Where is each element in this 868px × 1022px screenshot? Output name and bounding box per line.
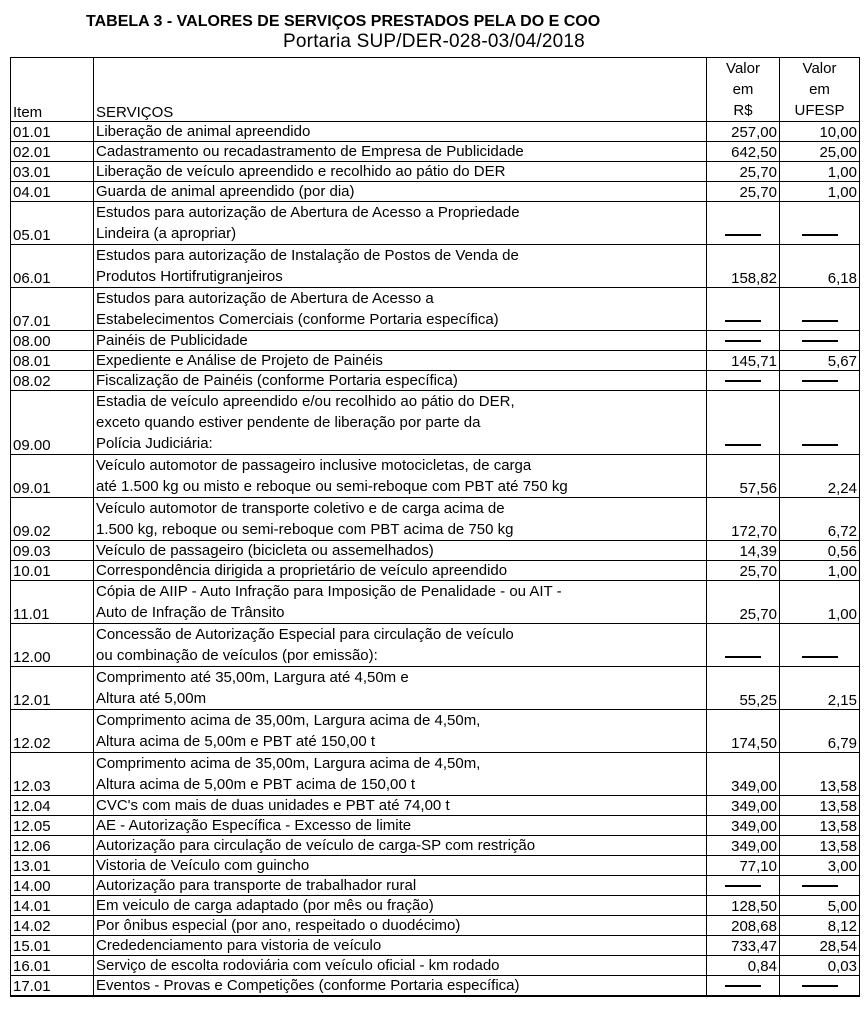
- row-item-code: 09.01: [11, 455, 94, 498]
- table-row: [11, 856, 860, 876]
- table-row: [11, 498, 860, 541]
- service-line: Polícia Judiciária:: [96, 435, 213, 452]
- table-row: [11, 371, 860, 391]
- service-line: Veículo automotor de transporte coletivo e de carga acima de: [96, 500, 505, 517]
- row-value-rs: 349,00: [707, 836, 780, 856]
- table-row: [11, 202, 860, 245]
- header-value-rs: [707, 58, 780, 122]
- table-row: [11, 581, 860, 624]
- row-item-code: 12.00: [11, 624, 94, 667]
- row-value-rs: 57,56: [707, 455, 780, 498]
- row-item-code: 12.02: [11, 710, 94, 753]
- row-value-ufesp: 13,58: [780, 796, 860, 816]
- row-value-ufesp-dash: [780, 876, 860, 896]
- table-row: [11, 956, 860, 976]
- row-item-code: 12.01: [11, 667, 94, 710]
- row-value-rs: 25,70: [707, 581, 780, 624]
- row-value-rs-dash: [707, 202, 780, 245]
- row-service-description: [94, 896, 707, 916]
- row-value-rs: 128,50: [707, 896, 780, 916]
- row-service-description: [94, 624, 707, 667]
- table-row: [11, 541, 860, 561]
- row-service-description: [94, 245, 707, 288]
- row-item-code: 09.00: [11, 391, 94, 455]
- row-service-description: [94, 182, 707, 202]
- service-line: Cadastramento ou recadastramento de Empresa de Publicidade: [96, 143, 524, 160]
- service-line: Produtos Hortifrutigranjeiros: [96, 268, 283, 285]
- service-line: Expediente e Análise de Projeto de Painéis: [96, 352, 383, 369]
- row-service-description: [94, 162, 707, 182]
- row-service-description: [94, 976, 707, 997]
- row-item-code: 05.01: [11, 202, 94, 245]
- service-line: 1.500 kg, reboque ou semi-reboque com PBT acima de 750 kg: [96, 521, 514, 538]
- row-value-rs-dash: [707, 288, 780, 331]
- service-line: Autorização para circulação de veículo de carga-SP com restrição: [96, 837, 536, 854]
- row-value-rs: 257,00: [707, 122, 780, 142]
- service-line: Veículo de passageiro (bicicleta ou assemelhados): [96, 542, 434, 559]
- table-row: [11, 876, 860, 896]
- row-value-ufesp: 13,58: [780, 836, 860, 856]
- header-value-rs-line: R$: [733, 102, 753, 119]
- row-value-rs-dash: [707, 331, 780, 351]
- service-line: Altura até 5,00m: [96, 690, 207, 707]
- service-line: Estudos para autorização de Instalação de Postos de Venda de: [96, 247, 519, 264]
- row-service-description: [94, 202, 707, 245]
- row-value-rs: 349,00: [707, 753, 780, 796]
- table-row: [11, 753, 860, 796]
- table-row: [11, 936, 860, 956]
- row-item-code: 09.03: [11, 541, 94, 561]
- row-value-ufesp-dash: [780, 391, 860, 455]
- row-value-rs: 55,25: [707, 667, 780, 710]
- table-row: [11, 288, 860, 331]
- service-line: Estudos para autorização de Abertura de Acesso a: [96, 290, 434, 307]
- header-services: SERVIÇOS: [94, 58, 707, 122]
- row-value-ufesp: 13,58: [780, 816, 860, 836]
- row-value-ufesp-dash: [780, 331, 860, 351]
- service-line: Concessão de Autorização Especial para circulação de veículo: [96, 626, 514, 643]
- row-item-code: 14.01: [11, 896, 94, 916]
- row-value-rs: 25,70: [707, 162, 780, 182]
- row-item-code: 10.01: [11, 561, 94, 581]
- service-line: Estadia de veículo apreendido e/ou recolhido ao pátio do DER,: [96, 393, 515, 410]
- dash-mark: [802, 340, 838, 342]
- table-row: [11, 245, 860, 288]
- table-row: [11, 976, 860, 997]
- row-service-description: [94, 371, 707, 391]
- row-item-code: 16.01: [11, 956, 94, 976]
- row-service-description: [94, 710, 707, 753]
- row-value-ufesp: 1,00: [780, 581, 860, 624]
- row-value-rs-dash: [707, 876, 780, 896]
- service-line: Guarda de animal apreendido (por dia): [96, 183, 355, 200]
- row-service-description: [94, 455, 707, 498]
- row-service-description: [94, 667, 707, 710]
- service-line: Estudos para autorização de Abertura de Acesso a Propriedade: [96, 204, 520, 221]
- row-item-code: 07.01: [11, 288, 94, 331]
- dash-mark: [725, 234, 761, 236]
- row-value-ufesp: 13,58: [780, 753, 860, 796]
- row-value-ufesp: 10,00: [780, 122, 860, 142]
- row-value-rs-dash: [707, 624, 780, 667]
- row-item-code: 12.06: [11, 836, 94, 856]
- row-value-rs: 77,10: [707, 856, 780, 876]
- service-line: Lindeira (a apropriar): [96, 225, 237, 242]
- service-line: Altura acima de 5,00m e PBT acima de 150,00 t: [96, 776, 416, 793]
- dash-mark: [725, 656, 761, 658]
- row-value-ufesp: 3,00: [780, 856, 860, 876]
- row-service-description: [94, 816, 707, 836]
- row-value-ufesp-dash: [780, 371, 860, 391]
- dash-mark: [725, 320, 761, 322]
- row-service-description: [94, 541, 707, 561]
- table-row: [11, 122, 860, 142]
- table-header-row: [11, 58, 860, 122]
- service-line: Serviço de escolta rodoviária com veículo oficial - km rodado: [96, 957, 500, 974]
- row-value-ufesp: 28,54: [780, 936, 860, 956]
- row-value-rs: 0,84: [707, 956, 780, 976]
- row-service-description: [94, 796, 707, 816]
- row-service-description: [94, 836, 707, 856]
- row-item-code: 17.01: [11, 976, 94, 997]
- dash-mark: [802, 656, 838, 658]
- row-item-code: 03.01: [11, 162, 94, 182]
- row-item-code: 13.01: [11, 856, 94, 876]
- service-line: Comprimento acima de 35,00m, Largura acima de 4,50m,: [96, 755, 481, 772]
- row-value-ufesp: 5,67: [780, 351, 860, 371]
- service-line: Liberação de animal apreendido: [96, 123, 311, 140]
- row-value-rs-dash: [707, 391, 780, 455]
- table-row: [11, 796, 860, 816]
- row-value-ufesp-dash: [780, 288, 860, 331]
- row-value-ufesp: 8,12: [780, 916, 860, 936]
- row-value-rs: 349,00: [707, 796, 780, 816]
- dash-mark: [725, 885, 761, 887]
- dash-mark: [725, 985, 761, 987]
- table-body: [11, 122, 860, 997]
- row-service-description: [94, 561, 707, 581]
- row-value-ufesp-dash: [780, 976, 860, 997]
- row-item-code: 14.00: [11, 876, 94, 896]
- row-value-ufesp: 2,24: [780, 455, 860, 498]
- table-row: [11, 162, 860, 182]
- header-value-rs-line: Valor: [726, 60, 760, 77]
- header-value-ufesp-line: UFESP: [794, 102, 845, 119]
- dash-mark: [725, 444, 761, 446]
- row-service-description: [94, 936, 707, 956]
- table-row: [11, 896, 860, 916]
- row-value-rs: 145,71: [707, 351, 780, 371]
- row-value-ufesp-dash: [780, 624, 860, 667]
- row-service-description: [94, 753, 707, 796]
- row-item-code: 02.01: [11, 142, 94, 162]
- row-service-description: [94, 288, 707, 331]
- row-item-code: 06.01: [11, 245, 94, 288]
- dash-mark: [802, 380, 838, 382]
- row-item-code: 09.02: [11, 498, 94, 541]
- row-item-code: 08.00: [11, 331, 94, 351]
- dash-mark: [802, 985, 838, 987]
- service-line: ou combinação de veículos (por emissão):: [96, 647, 378, 664]
- table-title: TABELA 3 - VALORES DE SERVIÇOS PRESTADOS PELA DO E COO: [86, 13, 601, 30]
- row-item-code: 12.03: [11, 753, 94, 796]
- row-item-code: 12.04: [11, 796, 94, 816]
- row-value-rs: 733,47: [707, 936, 780, 956]
- row-value-ufesp: 6,79: [780, 710, 860, 753]
- row-service-description: [94, 351, 707, 371]
- row-value-rs: 208,68: [707, 916, 780, 936]
- table-row: [11, 710, 860, 753]
- header-value-rs-line: em: [732, 81, 754, 98]
- row-value-rs-dash: [707, 371, 780, 391]
- row-value-rs: 172,70: [707, 498, 780, 541]
- table-row: [11, 916, 860, 936]
- row-value-rs: 25,70: [707, 561, 780, 581]
- service-line: Comprimento acima de 35,00m, Largura acima de 4,50m,: [96, 712, 481, 729]
- service-line: Em veiculo de carga adaptado (por mês ou fração): [96, 897, 434, 914]
- service-line: Crededenciamento para vistoria de veículo: [96, 937, 382, 954]
- dash-mark: [725, 380, 761, 382]
- row-item-code: 08.02: [11, 371, 94, 391]
- service-line: Auto de Infração de Trânsito: [96, 604, 285, 621]
- header-value-ufesp: [780, 58, 860, 122]
- table-row: [11, 391, 860, 455]
- row-item-code: 14.02: [11, 916, 94, 936]
- header-item: Item: [11, 58, 94, 122]
- table-row: [11, 455, 860, 498]
- row-value-rs: 14,39: [707, 541, 780, 561]
- row-value-rs: 349,00: [707, 816, 780, 836]
- service-line: Cópia de AIIP - Auto Infração para Imposição de Penalidade - ou AIT -: [96, 583, 562, 600]
- table-row: [11, 561, 860, 581]
- row-service-description: [94, 916, 707, 936]
- service-line: Altura acima de 5,00m e PBT até 150,00 t: [96, 733, 376, 750]
- row-service-description: [94, 856, 707, 876]
- service-line: Autorização para transporte de trabalhador rural: [96, 877, 417, 894]
- table-row: [11, 331, 860, 351]
- row-value-rs: 642,50: [707, 142, 780, 162]
- row-value-ufesp: 2,15: [780, 667, 860, 710]
- table-row: [11, 624, 860, 667]
- row-service-description: [94, 581, 707, 624]
- service-line: exceto quando estiver pendente de liberação por parte da: [96, 414, 481, 431]
- row-value-rs: 174,50: [707, 710, 780, 753]
- row-value-rs: 25,70: [707, 182, 780, 202]
- service-line: AE - Autorização Específica - Excesso de limite: [96, 817, 412, 834]
- row-value-rs: 158,82: [707, 245, 780, 288]
- row-item-code: 01.01: [11, 122, 94, 142]
- dash-mark: [802, 234, 838, 236]
- table-row: [11, 816, 860, 836]
- row-service-description: [94, 391, 707, 455]
- header-value-ufesp-line: Valor: [802, 60, 837, 77]
- row-value-ufesp: 1,00: [780, 182, 860, 202]
- service-line: CVC's com mais de duas unidades e PBT até 74,00 t: [96, 797, 450, 814]
- service-line: Vistoria de Veículo com guincho: [96, 857, 310, 874]
- service-line: até 1.500 kg ou misto e reboque ou semi-reboque com PBT até 750 kg: [96, 478, 568, 495]
- row-value-ufesp: 1,00: [780, 162, 860, 182]
- table-subtitle: Portaria SUP/DER-028-03/04/2018: [283, 31, 585, 52]
- table-row: [11, 182, 860, 202]
- row-item-code: 15.01: [11, 936, 94, 956]
- row-item-code: 08.01: [11, 351, 94, 371]
- row-value-ufesp: 6,72: [780, 498, 860, 541]
- row-value-ufesp: 25,00: [780, 142, 860, 162]
- service-line: Correspondência dirigida a proprietário de veículo apreendido: [96, 562, 508, 579]
- row-value-ufesp: 5,00: [780, 896, 860, 916]
- service-line: Por ônibus especial (por ano, respeitado o duodécimo): [96, 917, 461, 934]
- row-service-description: [94, 122, 707, 142]
- header-value-ufesp-line: em: [809, 81, 830, 98]
- table-row: [11, 667, 860, 710]
- service-line: Liberação de veículo apreendido e recolhido ao pátio do DER: [96, 163, 506, 180]
- row-value-ufesp: 0,56: [780, 541, 860, 561]
- row-value-ufesp: 1,00: [780, 561, 860, 581]
- table-row: [11, 836, 860, 856]
- table-row: [11, 142, 860, 162]
- row-item-code: 12.05: [11, 816, 94, 836]
- row-value-ufesp-dash: [780, 202, 860, 245]
- row-service-description: [94, 876, 707, 896]
- row-value-rs-dash: [707, 976, 780, 997]
- service-line: Veículo automotor de passageiro inclusive motocicletas, de carga: [96, 457, 532, 474]
- row-value-ufesp: 0,03: [780, 956, 860, 976]
- service-line: Fiscalização de Painéis (conforme Portaria específica): [96, 372, 458, 389]
- table-row: [11, 351, 860, 371]
- row-service-description: [94, 331, 707, 351]
- dash-mark: [802, 320, 838, 322]
- row-service-description: [94, 956, 707, 976]
- dash-mark: [802, 444, 838, 446]
- row-item-code: 11.01: [11, 581, 94, 624]
- row-value-ufesp: 6,18: [780, 245, 860, 288]
- row-item-code: 04.01: [11, 182, 94, 202]
- dash-mark: [725, 340, 761, 342]
- service-line: Estabelecimentos Comerciais (conforme Portaria específica): [96, 311, 499, 328]
- service-line: Painéis de Publicidade: [96, 332, 248, 349]
- row-service-description: [94, 142, 707, 162]
- row-service-description: [94, 498, 707, 541]
- service-line: Eventos - Provas e Competições (conforme Portaria específica): [96, 977, 520, 994]
- services-table: [10, 57, 860, 997]
- service-line: Comprimento até 35,00m, Largura até 4,50m e: [96, 669, 409, 686]
- dash-mark: [802, 885, 838, 887]
